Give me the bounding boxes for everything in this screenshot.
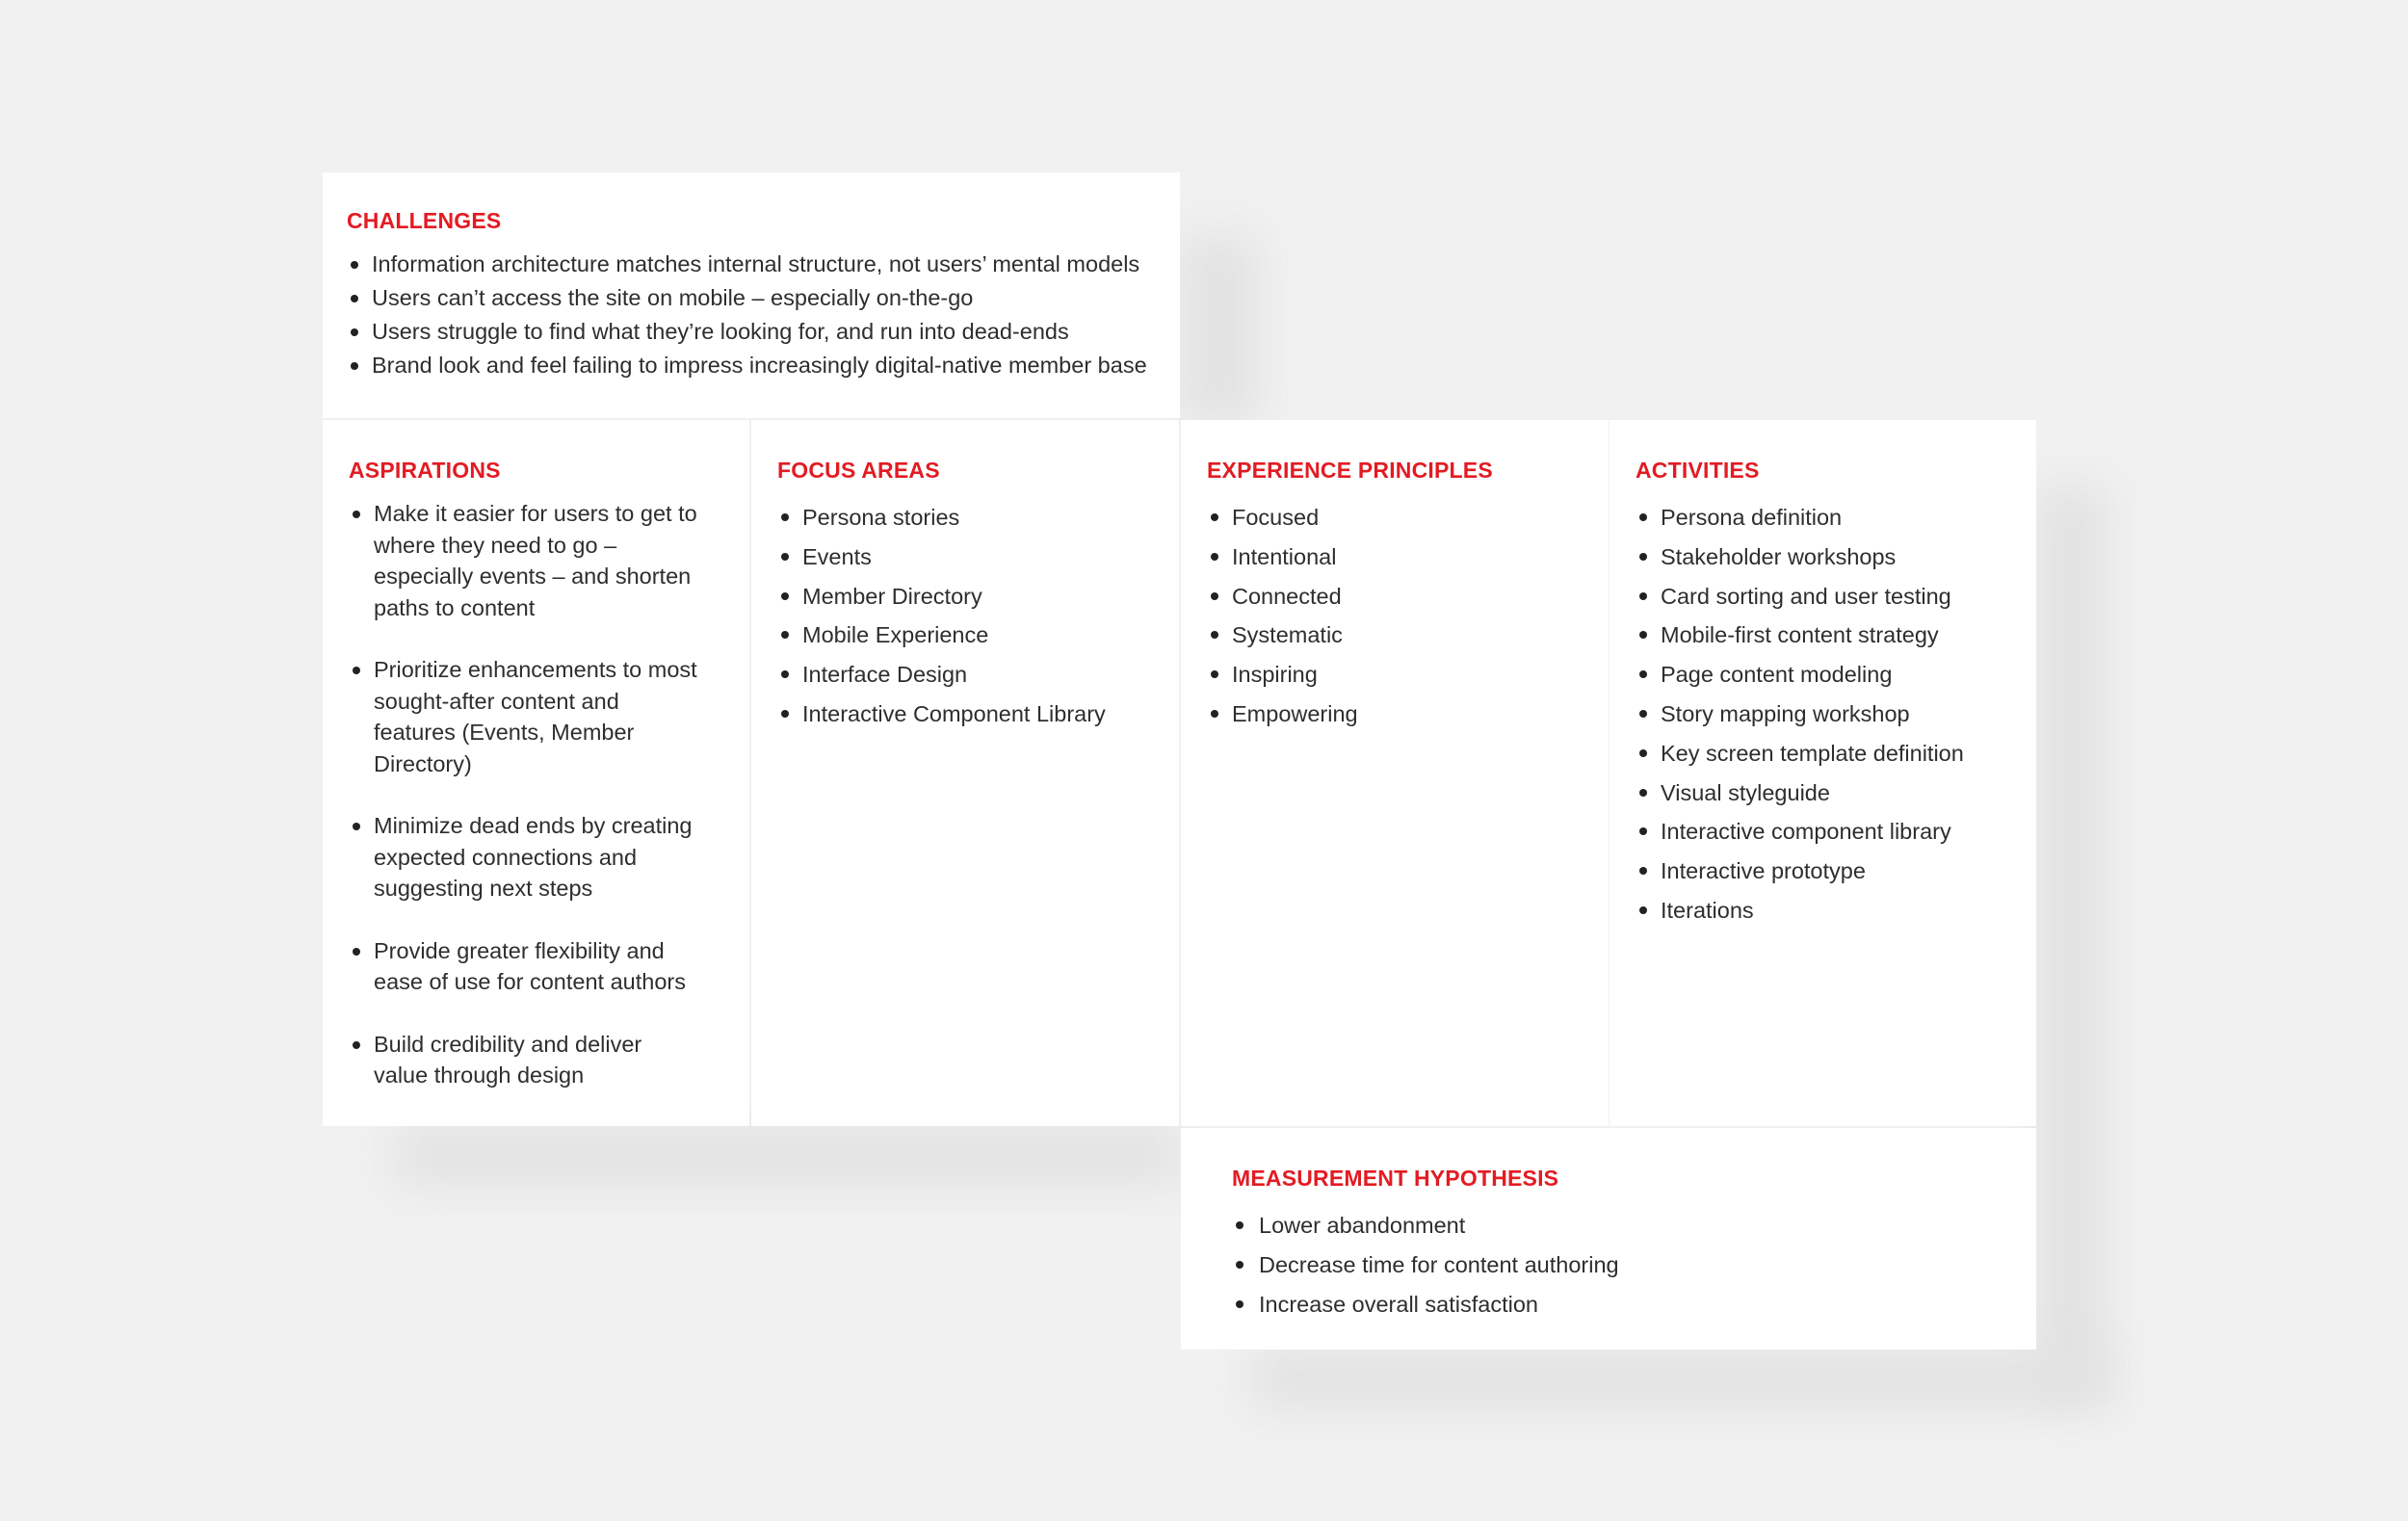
list-item: Brand look and feel failing to impress increasingly digital-native member base: [347, 349, 1159, 382]
activities-list: [1636, 498, 2017, 931]
focus-areas-panel: [751, 420, 1179, 1126]
list-item: Focused: [1207, 498, 1589, 538]
list-item: Mobile-first content strategy: [1636, 616, 2017, 655]
list-item: Interactive component library: [1636, 812, 2017, 852]
focus-areas-title: FOCUS AREAS: [777, 458, 940, 483]
challenges-title: CHALLENGES: [347, 208, 502, 233]
list-item: Build credibility and deliver value through design: [349, 1029, 730, 1091]
list-item: Lower abandonment: [1232, 1206, 2017, 1246]
aspirations-title: ASPIRATIONS: [349, 458, 501, 483]
challenges-panel: [323, 172, 1180, 418]
list-item: Interactive Component Library: [777, 695, 1160, 734]
experience-principles-panel: [1181, 420, 1609, 1126]
experience-principles-list: [1207, 498, 1589, 734]
list-item: Increase overall satisfaction: [1232, 1285, 2017, 1324]
measurement-hypothesis-title: MEASUREMENT HYPOTHESIS: [1232, 1166, 1559, 1191]
list-item: Iterations: [1636, 891, 2017, 931]
shadow-bottom-right: [1252, 1349, 2107, 1408]
shadow-bottom-left: [395, 1125, 1181, 1185]
list-item: Interface Design: [777, 655, 1160, 695]
list-item: Persona definition: [1636, 498, 2017, 538]
list-item: Persona stories: [777, 498, 1160, 538]
activities-title: ACTIVITIES: [1636, 458, 1760, 483]
list-item: Visual styleguide: [1636, 774, 2017, 813]
list-item: Minimize dead ends by creating expected connections and suggesting next steps: [349, 810, 730, 905]
list-item: Connected: [1207, 577, 1589, 616]
aspirations-panel: [323, 420, 749, 1126]
measurement-hypothesis-panel: [1181, 1128, 2036, 1350]
list-item: Make it easier for users to get to where they need to go – especially events – and shorten paths to content: [349, 498, 730, 623]
list-item: Users struggle to find what they’re looking for, and run into dead-ends: [347, 315, 1159, 349]
list-item: Inspiring: [1207, 655, 1589, 695]
list-item: Key screen template definition: [1636, 734, 2017, 774]
list-item: Decrease time for content authoring: [1232, 1246, 2017, 1285]
list-item: Interactive prototype: [1636, 852, 2017, 891]
list-item: Mobile Experience: [777, 616, 1160, 655]
aspirations-list: [349, 498, 730, 1091]
list-item: Card sorting and user testing: [1636, 577, 2017, 616]
measurement-hypothesis-list: [1232, 1206, 2017, 1324]
challenges-list: [347, 248, 1159, 382]
list-item: Stakeholder workshops: [1636, 538, 2017, 577]
list-item: Systematic: [1207, 616, 1589, 655]
list-item: Story mapping workshop: [1636, 695, 2017, 734]
focus-areas-list: [777, 498, 1160, 734]
shadow-top-right: [1180, 236, 1257, 424]
activities-panel: [1610, 420, 2036, 1126]
list-item: Users can’t access the site on mobile – especially on-the-go: [347, 281, 1159, 315]
list-item: Page content modeling: [1636, 655, 2017, 695]
experience-principles-title: EXPERIENCE PRINCIPLES: [1207, 458, 1493, 483]
list-item: Events: [777, 538, 1160, 577]
shadow-right: [2034, 486, 2107, 1397]
list-item: Empowering: [1207, 695, 1589, 734]
list-item: Intentional: [1207, 538, 1589, 577]
list-item: Prioritize enhancements to most sought-after content and features (Events, Member Directory): [349, 654, 730, 779]
list-item: Provide greater flexibility and ease of use for content authors: [349, 935, 730, 998]
list-item: Information architecture matches internal structure, not users’ mental models: [347, 248, 1159, 281]
list-item: Member Directory: [777, 577, 1160, 616]
